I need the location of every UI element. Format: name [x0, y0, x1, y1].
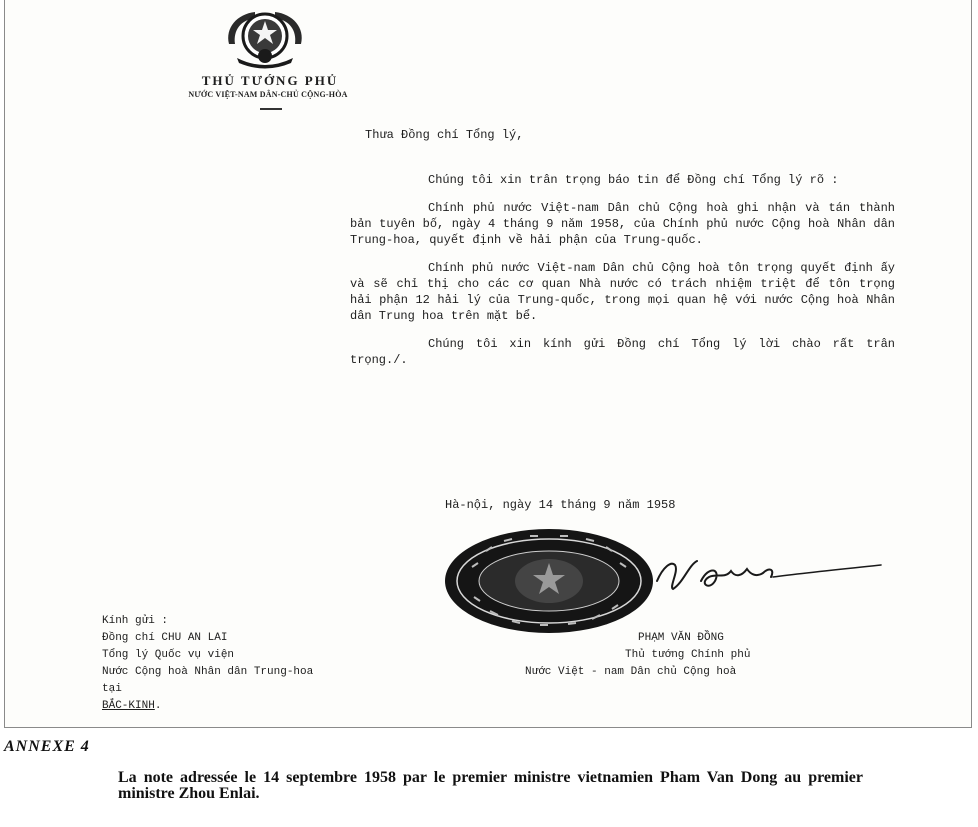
- letter-paragraph: Chúng tôi xin kính gửi Đồng chí Tổng lý lời chào rất trân trọng./.: [350, 337, 895, 367]
- letter-body: [350, 172, 895, 380]
- letter-paragraph: Chúng tôi xin trân trọng báo tin để Đồng chí Tổng lý rõ :: [428, 173, 839, 187]
- addressee-line: Tổng lý Quốc vụ viện: [102, 649, 235, 661]
- signer-name: PHẠM VĂN ĐỒNG: [638, 632, 724, 644]
- signer-role: Thủ tướng Chính phủ: [625, 649, 751, 661]
- state-emblem-icon: [215, 6, 315, 70]
- letter-salutation: Thưa Đồng chí Tổng lý,: [365, 128, 524, 142]
- addressee-block: [102, 613, 502, 715]
- letter-date: Hà-nội, ngày 14 tháng 9 năm 1958: [445, 498, 676, 512]
- signer-country: Nước Việt - nam Dân chủ Cộng hoà: [525, 666, 737, 678]
- letterhead-divider: [260, 108, 282, 110]
- addressee-line: Nước Cộng hoà Nhân dân Trung-hoa: [102, 666, 314, 678]
- annex-caption: La note adressée le 14 septembre 1958 par le premier ministre vietnamien Pham Van Dong au premier ministre Zhou Enlai.: [118, 769, 863, 802]
- letter-paragraph: Chính phủ nước Việt-nam Dân chủ Cộng hoà ghi nhận và tán thành bản tuyên bố, ngày 4 tháng 9 năm 1958, của Chính phủ nước Cộng hoà Nhân dân Trung-hoa, quyết định về hải phận của Trung-quốc.: [350, 201, 895, 247]
- office-subtitle: NƯỚC VIỆT-NAM DÂN-CHỦ CỘNG-HÒA: [188, 90, 348, 99]
- addressee-line: tại: [102, 683, 122, 695]
- handwritten-signature-icon: [653, 547, 883, 597]
- signer-block: [525, 630, 915, 681]
- letter-paragraph: Chính phủ nước Việt-nam Dân chủ Cộng hoà tôn trọng quyết định ấy và sẽ chỉ thị cho các cơ quan Nhà nước có trách nhiệm triệt để tôn trọng hải phận 12 hải lý của Trung-quốc, trong mọi quan hệ với nước Cộng hoà Nhân dân Trung hoa trên mặt bể.: [350, 261, 895, 323]
- addressee-city: BẮC-KINH: [102, 700, 155, 712]
- addressee-line: Kính gửi :: [102, 615, 169, 627]
- addressee-city-suffix: .: [154, 700, 162, 712]
- letter-document: [4, 0, 972, 728]
- office-title: THỦ TƯỚNG PHỦ: [201, 73, 339, 88]
- addressee-line: Đồng chí CHU AN LAI: [102, 632, 228, 644]
- addressee-city-line: [102, 698, 502, 715]
- annex-label: ANNEXE 4: [4, 738, 90, 755]
